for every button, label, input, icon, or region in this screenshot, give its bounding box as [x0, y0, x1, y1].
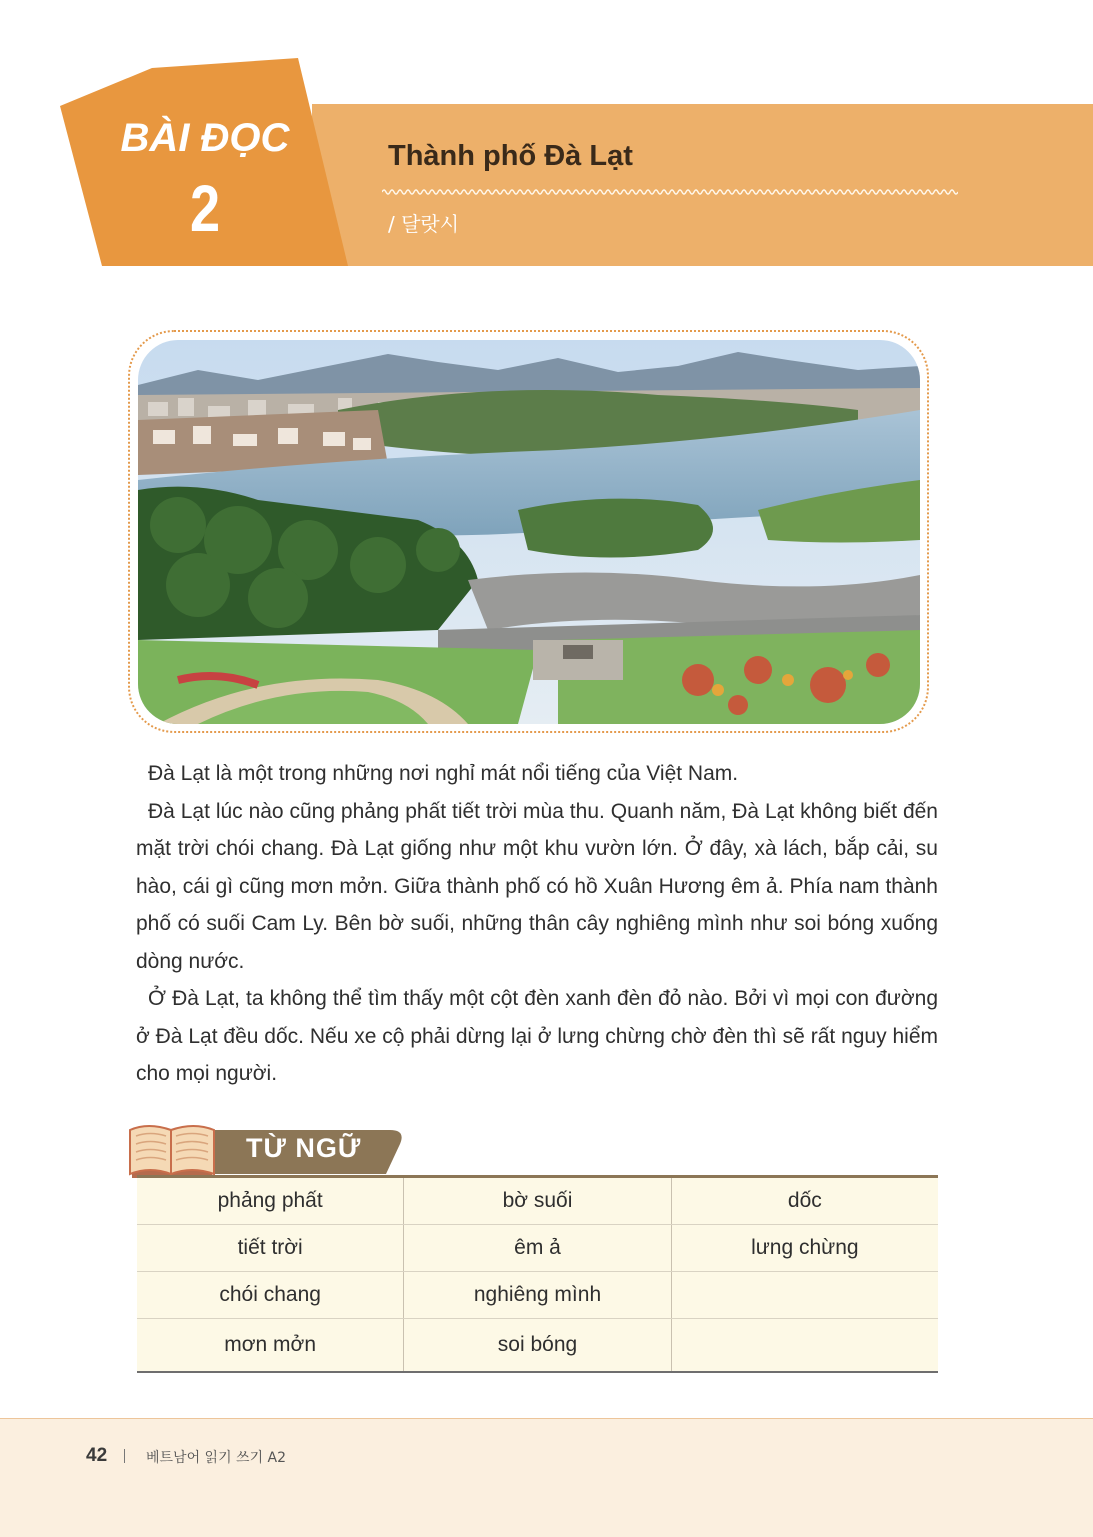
paragraph-1: Đà Lạt là một trong những nơi nghỉ mát nổi tiếng của Việt Nam.: [148, 762, 739, 785]
table-cell: [671, 1272, 938, 1319]
table-row: [137, 1319, 938, 1373]
header-band: [312, 104, 1093, 266]
page-footer: [0, 1418, 1093, 1537]
table-cell: lưng chừng: [671, 1225, 938, 1272]
lesson-number: 2: [189, 171, 221, 245]
book-title: 베트남어 읽기 쓰기 A2: [146, 1450, 287, 1466]
city-lake-photo: [138, 340, 920, 724]
table-cell: mơn mởn: [137, 1319, 404, 1373]
wavy-divider: [382, 187, 958, 197]
table-cell: [671, 1319, 938, 1373]
paragraph-3: Ở Đà Lạt, ta không thể tìm thấy một cột đèn xanh đèn đỏ nào. Bởi vì mọi con đường ở Đà Lạt đều dốc. Nếu xe cộ phải dừng lại ở lưng chừng chờ đèn thì sẽ rất nguy hiểm cho mọi người.: [136, 987, 938, 1085]
table-row: [137, 1272, 938, 1319]
footer-divider: [124, 1449, 125, 1463]
table-cell: phảng phất: [137, 1177, 404, 1225]
table-cell: nghiêng mình: [404, 1272, 671, 1319]
vocabulary-title: TỪ NGỮ: [246, 1133, 362, 1163]
page-number: 42: [86, 1445, 108, 1466]
lesson-label: BÀI ĐỌC: [120, 116, 290, 160]
vocabulary-table: [137, 1175, 938, 1373]
table-cell: tiết trời: [137, 1225, 404, 1272]
page-title: Thành phố Đà Lạt: [388, 140, 633, 172]
landscape-photo-icon: [138, 340, 920, 724]
table-cell: êm ả: [404, 1225, 671, 1272]
reading-passage: [136, 755, 938, 1093]
page-subtitle: / 달랏시: [388, 212, 460, 236]
table-cell: bờ suối: [404, 1177, 671, 1225]
lesson-tag: [60, 58, 350, 268]
table-cell: dốc: [671, 1177, 938, 1225]
open-book-icon: [130, 1126, 214, 1182]
table-cell: soi bóng: [404, 1319, 671, 1373]
table-row: [137, 1177, 938, 1225]
paragraph-2: Đà Lạt lúc nào cũng phảng phất tiết trời mùa thu. Quanh năm, Đà Lạt không biết đến mặt trời chói chang. Đà Lạt giống như một khu vườn lớn. Ở đây, xà lách, bắp cải, su hào, cái gì cũng mơn mởn. Giữa thành phố có hồ Xuân Hương êm ả. Phía nam thành phố có suối Cam Ly. Bên bờ suối, những thân cây nghiêng mình như soi bóng xuống dòng nước.: [136, 799, 938, 973]
table-row: [137, 1225, 938, 1272]
table-cell: chói chang: [137, 1272, 404, 1319]
